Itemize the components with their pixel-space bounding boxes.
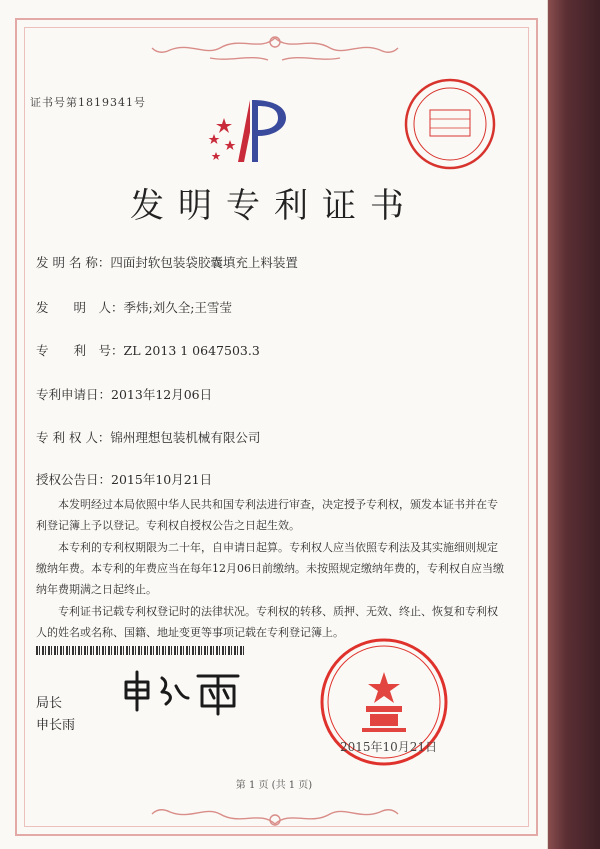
field-patent-number [36,341,260,359]
director-name: 申长雨 [36,718,76,733]
field-invention-name [36,253,298,271]
seal-date: 2015年10月21日 [340,740,438,754]
field-application-date [36,385,212,403]
body-paragraph: 专利证书记载专利权登记时的法律状况。专利权的转移、质押、无效、终止、恢复和专利权人的姓名或名称、国籍、地址变更等事项记载在专利登记簿上。 [36,605,498,639]
handwritten-signature [118,668,258,718]
field-label: 发 明 人： [36,300,124,315]
field-patentee [36,428,260,446]
barcode [36,646,244,655]
patent-office-logo [200,96,300,170]
field-label: 专 利 权 人： [36,430,111,445]
field-value: 锦州理想包装机械有限公司 [110,430,261,445]
certificate-number: 证书号第1819341号 [30,96,146,109]
field-label: 专利申请日： [36,387,112,402]
bottom-ornament [150,800,400,830]
director-title: 局长 [36,696,63,711]
top-ornament [150,32,400,66]
certificate-title: 发明专利证书 [130,186,418,226]
field-value: 2015年10月21日 [111,472,213,487]
binding-cover [548,0,600,849]
page-footer: 第 1 页 (共 1 页) [235,780,313,791]
proxy-stamp [400,74,500,174]
field-grant-date [36,470,212,488]
field-inventor [36,298,232,316]
field-value: 2013年12月06日 [111,387,213,402]
body-paragraph: 本专利的专利权期限为二十年，自申请日起算。专利权人应当依照专利法及其实施细则规定缴纳年费。本专利的年费应当在每年12月06日前缴纳。未按照规定缴纳年费的，专利权自应当缴纳年费期满之日起终止。 [36,541,504,596]
field-value: ZL 2013 1 0647503.3 [123,343,260,358]
field-label: 授权公告日： [36,472,112,487]
field-value: 四面封软包装袋胶囊填充上料装置 [110,255,298,270]
certificate-body [36,494,506,644]
field-label: 发 明 名 称： [36,255,111,270]
field-value: 季炜;刘久全;王雪莹 [123,300,232,315]
field-label: 专 利 号： [36,343,124,358]
body-paragraph: 本发明经过本局依照中华人民共和国专利法进行审查，决定授予专利权，颁发本证书并在专利登记簿上予以登记。专利权自授权公告之日起生效。 [36,498,498,532]
